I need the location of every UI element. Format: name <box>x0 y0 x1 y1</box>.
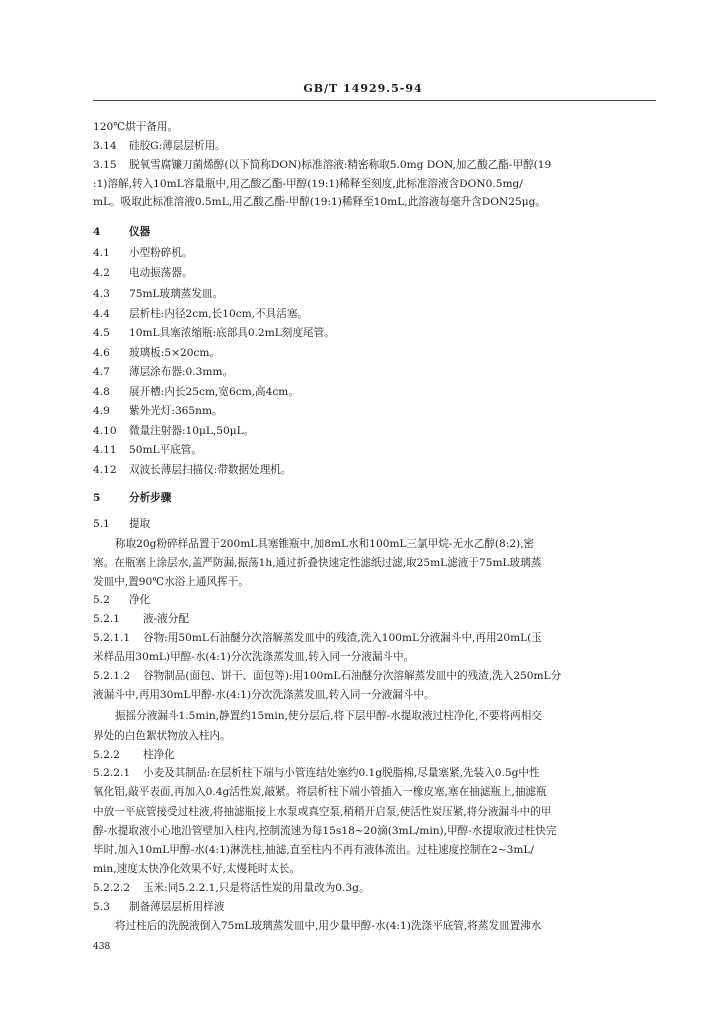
clause-number: 5.2.2 <box>93 749 120 761</box>
line-text: :1)溶解,转入10mL容量瓶中,用乙酸乙酯-甲醇(19:1)稀释至刻度,此标准溶液含DON0.5mg/ <box>93 178 523 190</box>
clause-line <box>93 325 656 340</box>
clause-number: 5.2.1.2 <box>93 670 131 682</box>
header-rule <box>93 100 656 101</box>
line-text: 小麦及其制品:在层析柱下端与小管连结处塞约0.1g脱脂棉,尽量塞紧,先装入0.5g中性 <box>143 767 540 779</box>
text-line <box>93 861 656 876</box>
page-header: GB/T 14929.5-94 <box>303 82 423 95</box>
line-text: 层析柱:内径2cm,长10cm,不具活塞。 <box>129 308 309 320</box>
clause-line <box>93 157 656 172</box>
line-text: 120℃烘干备用。 <box>93 121 179 133</box>
clause-line <box>93 245 656 260</box>
line-text: 界处的白色絮状物放入柱内。 <box>93 730 231 742</box>
clause-line <box>93 423 656 438</box>
line-text: 谷物:用50mL石油醚分次溶解蒸发皿中的残渣,洗入100mL分液漏斗中,再用20mL(玉 <box>143 632 542 644</box>
text-line <box>93 176 656 191</box>
clause-line <box>93 516 656 531</box>
clause-number: 5.2.2.1 <box>93 767 131 779</box>
line-text: 液漏斗中,再用30mL甲醇-水(4:1)分次洗涤蒸发皿,转入同一分液漏斗中。 <box>93 689 435 701</box>
clause-line <box>93 490 656 505</box>
clause-number: 4.10 <box>93 425 117 437</box>
line-text: 电动振荡器。 <box>129 267 193 279</box>
line-text: min,速度太快净化效果不好,太慢耗时太长。 <box>93 863 301 875</box>
clause-line <box>93 462 656 477</box>
line-text: 制备薄层层析用样液 <box>129 901 225 913</box>
clause-number: 4.9 <box>93 405 110 417</box>
clause-line <box>93 668 656 683</box>
clause-line <box>93 747 656 762</box>
clause-number: 4.1 <box>93 247 110 259</box>
clause-line <box>93 364 656 379</box>
line-text: 薄层涂布器:0.3mm。 <box>129 366 234 378</box>
line-text: mL。吸取此标准溶液0.5mL,用乙酸乙酯-甲醇(19:1)稀释至10mL,此溶液每毫升含DON25μg。 <box>93 196 546 208</box>
line-text: 展开槽:内长25cm,宽6cm,高4cm。 <box>129 386 299 398</box>
line-text: 玉米:同5.2.2.1,只是将活性炭的用量改为0.3g。 <box>143 882 370 894</box>
clause-line <box>93 592 656 607</box>
line-text: 谷物制品(面包、饼干、面包等):用100mL石油醚分次溶解蒸发皿中的残渣,洗入250mL分 <box>143 670 562 682</box>
clause-number: 4.6 <box>93 347 110 359</box>
clause-line <box>93 403 656 418</box>
page-number: 438 <box>93 942 111 952</box>
line-text: 氧化铝,敲平表面,再加入0.4g活性炭,敲紧。将层析柱下端小管插入一橡皮塞,塞在抽滤瓶上,抽滤瓶 <box>93 786 547 798</box>
clause-line <box>93 345 656 360</box>
line-text: 微量注射器:10μL,50μL。 <box>129 425 255 437</box>
text-line <box>93 842 656 857</box>
clause-line <box>93 265 656 280</box>
clause-line <box>93 306 656 321</box>
clause-number: 4.11 <box>93 444 117 456</box>
clause-number: 3.15 <box>93 159 117 171</box>
line-text: 米样品用30mL)甲醇-水(4:1)分次洗涤蒸发皿,转入同一分液漏斗中。 <box>93 651 415 663</box>
line-text: 醇-水提取液小心地沿管壁加入柱内,控制流速为每15s18~20滴(3mL/min),甲醇-水提取液过柱快完 <box>93 825 557 837</box>
clause-line <box>93 611 656 626</box>
clause-number: 4.4 <box>93 308 110 320</box>
line-text: 分析步骤 <box>129 492 172 504</box>
text-line <box>93 918 678 933</box>
line-text: 塞。在瓶塞上涂层水,盖严防漏,振荡1h,通过折叠快速定性滤纸过滤,取25mL滤液于75mL玻璃蒸 <box>93 557 542 569</box>
text-line <box>93 728 656 743</box>
line-text: 紫外光灯:365nm。 <box>129 405 223 417</box>
clause-line <box>93 384 656 399</box>
line-text: 小型粉碎机。 <box>129 247 193 259</box>
text-line <box>93 804 656 819</box>
text-line <box>93 119 656 134</box>
line-text: 净化 <box>129 594 151 606</box>
clause-line <box>93 442 656 457</box>
clause-line <box>93 630 656 645</box>
clause-number: 5.1 <box>93 518 110 530</box>
line-text: 50mL平底管。 <box>129 444 202 456</box>
line-text: 称取20g粉碎样品置于200mL具塞锥瓶中,加8mL水和100mL三氯甲烷-无水乙醇(8:2),密 <box>115 538 535 550</box>
text-line <box>93 574 656 589</box>
clause-number: 4.12 <box>93 464 117 476</box>
clause-line <box>93 286 656 301</box>
clause-line <box>93 880 656 895</box>
line-text: 脱氧雪腐镰刀菌烯醇(以下简称DON)标准溶液:精密称取5.0mg DON,加乙酸乙酯-甲醇(19 <box>129 159 552 171</box>
clause-number: 5.2.2.2 <box>93 882 131 894</box>
line-text: 双波长薄层扫描仪:带数据处理机。 <box>129 464 292 476</box>
line-text: 将过柱后的洗脱液倒入75mL玻璃蒸发皿中,用少量甲醇-水(4:1)洗涤平底管,将蒸发皿置沸水 <box>115 920 542 932</box>
clause-number: 5.2.1.1 <box>93 632 131 644</box>
clause-line <box>93 899 656 914</box>
clause-number: 4.8 <box>93 386 110 398</box>
clause-number: 5 <box>93 492 101 504</box>
clause-number: 4.3 <box>93 288 110 300</box>
line-text: 振摇分液漏斗1.5min,静置约15min,使分层后,将下层甲醇-水提取液过柱净化,不要将两相交 <box>115 710 542 722</box>
clause-number: 5.3 <box>93 901 110 913</box>
text-line <box>93 649 656 664</box>
text-line <box>93 708 678 723</box>
text-line <box>93 823 656 838</box>
line-text: 液-液分配 <box>143 613 189 625</box>
line-text: 提取 <box>129 518 151 530</box>
clause-number: 5.2 <box>93 594 110 606</box>
line-text: 毕时,加入10mL甲醇-水(4:1)淋洗柱,抽滤,直至柱内不再有液体流出。过柱速度控制在2~3mL/ <box>93 844 534 856</box>
line-text: 发皿中,置90℃水浴上通风挥干。 <box>93 576 249 588</box>
text-line <box>93 536 678 551</box>
clause-number: 4.7 <box>93 366 110 378</box>
line-text: 柱净化 <box>143 749 175 761</box>
text-line <box>93 784 656 799</box>
line-text: 中放一平底管接受过柱液,将抽滤瓶接上水泵或真空泵,稍稍开启泵,使活性炭压紧,将分液漏斗中的甲 <box>93 806 552 818</box>
line-text: 仪器 <box>129 226 151 238</box>
line-text: 75mL玻璃蒸发皿。 <box>129 288 224 300</box>
clause-number: 5.2.1 <box>93 613 120 625</box>
line-text: 硅胶G:薄层层析用。 <box>129 140 226 152</box>
clause-line <box>93 765 656 780</box>
clause-number: 4.2 <box>93 267 110 279</box>
clause-line <box>93 224 656 239</box>
clause-number: 4 <box>93 226 101 238</box>
text-line <box>93 555 656 570</box>
clause-number: 3.14 <box>93 140 117 152</box>
text-line <box>93 687 656 702</box>
clause-number: 4.5 <box>93 327 110 339</box>
text-line <box>93 194 656 209</box>
line-text: 玻璃板:5×20cm。 <box>129 347 221 359</box>
clause-line <box>93 138 656 153</box>
line-text: 10mL具塞浓缩瓶:底部具0.2mL刻度尾管。 <box>129 327 335 339</box>
